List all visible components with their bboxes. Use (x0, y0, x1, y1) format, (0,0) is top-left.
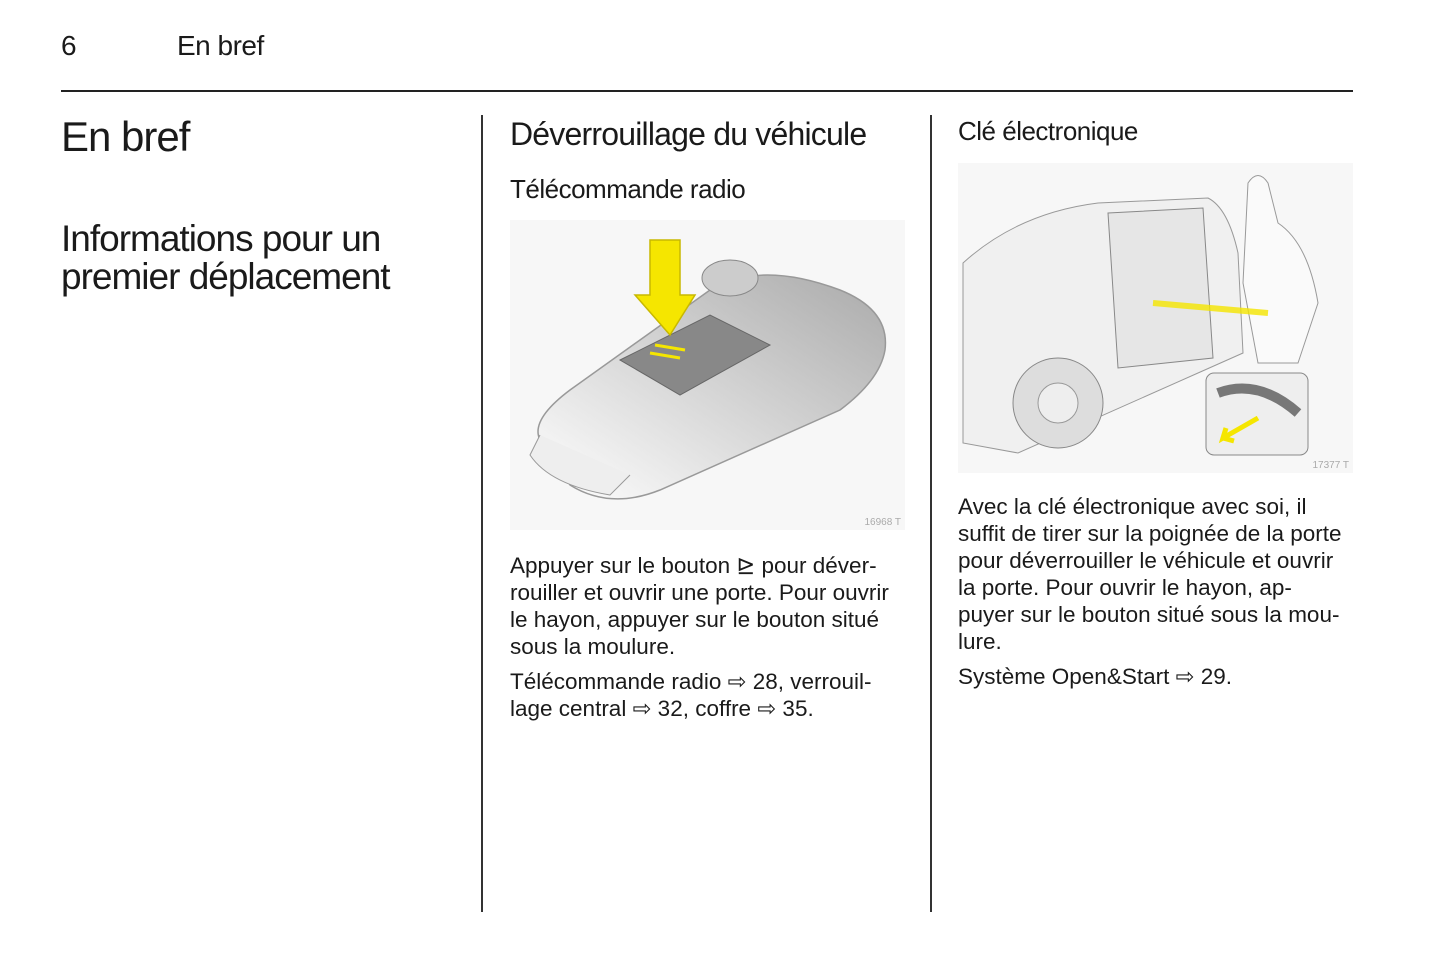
cross-references (958, 663, 1358, 690)
text-line: Appuyer sur le bouton ⊵ pour déver- (510, 553, 877, 578)
chapter-title: En bref (61, 113, 190, 160)
text-line: puyer sur le bouton situé sous la mou- (958, 602, 1340, 627)
key-fob-drawing (510, 220, 905, 530)
text-line: Télécommande radio ⇨ 28, verrouil- (510, 669, 872, 694)
section-title-line: premier déplacement (61, 256, 390, 297)
column-divider (481, 115, 483, 912)
electronic-key-heading: Clé électronique (958, 116, 1138, 146)
text-line: Avec la clé électronique avec soi, il (958, 494, 1307, 519)
remote-key-illustration (510, 220, 905, 530)
cross-references (510, 668, 910, 722)
text-line: Système Open&Start ⇨ 29. (958, 664, 1232, 689)
running-title: En bref (177, 30, 264, 61)
car-door-illustration (958, 163, 1353, 473)
text-line: sous la moulure. (510, 634, 676, 659)
unlock-heading: Déverrouillage du véhicule (510, 116, 867, 152)
text-line: lure. (958, 629, 1002, 654)
text-line: pour déverrouiller le véhicule et ouvrir (958, 548, 1334, 573)
remote-heading: Télécommande radio (510, 174, 746, 204)
section-title (61, 220, 390, 296)
remote-description (510, 552, 910, 722)
figure-code: 17377 T (1312, 460, 1349, 471)
figure-code: 16968 T (864, 517, 901, 528)
header-rule (61, 90, 1353, 92)
section-title-line: Informations pour un (61, 218, 381, 259)
text-line: suffit de tirer sur la poignée de la porte (958, 521, 1342, 546)
column-divider (930, 115, 932, 912)
text-line: lage central ⇨ 32, coffre ⇨ 35. (510, 696, 814, 721)
text-line: la porte. Pour ouvrir le hayon, ap- (958, 575, 1292, 600)
car-door-drawing (958, 163, 1353, 473)
page-number: 6 (61, 30, 77, 61)
text-line: rouiller et ouvrir une porte. Pour ouvrir (510, 580, 889, 605)
text-line: le hayon, appuyer sur le bouton situé (510, 607, 879, 632)
electronic-key-description (958, 493, 1358, 690)
